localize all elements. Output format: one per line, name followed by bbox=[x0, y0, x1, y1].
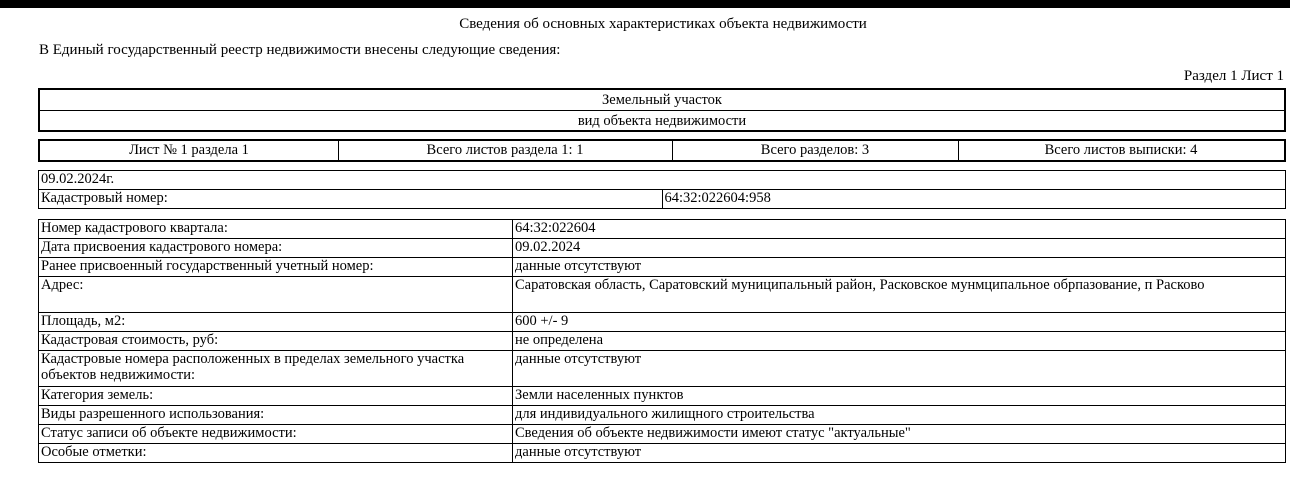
total-section-sheets: Всего листов раздела 1: 1 bbox=[426, 142, 584, 158]
section-sheet-ref: Раздел 1 Лист 1 bbox=[1183, 68, 1284, 84]
row-label: Кадастровые номера расположенных в пределах земельного участка объектов недвижимости: bbox=[39, 351, 513, 387]
table-row bbox=[39, 406, 1286, 425]
document-title: Сведения об основных характеристиках объекта недвижимости bbox=[459, 16, 867, 32]
row-value: 64:32:022604 bbox=[513, 220, 1286, 239]
object-type-divider bbox=[40, 110, 1284, 111]
extract-date: 09.02.2024г. bbox=[39, 171, 1286, 190]
object-type: Земельный участок bbox=[602, 92, 722, 108]
row-label: Площадь, м2: bbox=[39, 313, 513, 332]
row-value: Земли населенных пунктов bbox=[513, 387, 1286, 406]
row-label: Особые отметки: bbox=[39, 444, 513, 463]
table-row bbox=[39, 277, 1286, 313]
table-row bbox=[39, 220, 1286, 239]
cadastral-value: 64:32:022604:958 bbox=[662, 190, 1286, 209]
row-label: Виды разрешенного использования: bbox=[39, 406, 513, 425]
top-edge-bar bbox=[0, 0, 1290, 8]
characteristics-table bbox=[38, 219, 1286, 463]
sheet-info-box bbox=[38, 139, 1286, 162]
row-value: Саратовская область, Саратовский муниципальный район, Расковское мунмципальное обрпазование, п Расково bbox=[513, 277, 1286, 313]
row-label: Статус записи об объекте недвижимости: bbox=[39, 425, 513, 444]
table-row bbox=[39, 332, 1286, 351]
row-value: для индивидуального жилищного строительства bbox=[513, 406, 1286, 425]
row-value: Сведения об объекте недвижимости имеют статус "актуальные" bbox=[513, 425, 1286, 444]
total-sections: Всего разделов: 3 bbox=[760, 142, 870, 158]
row-label: Номер кадастрового квартала: bbox=[39, 220, 513, 239]
row-label: Дата присвоения кадастрового номера: bbox=[39, 239, 513, 258]
row-value: данные отсутствуют bbox=[513, 258, 1286, 277]
cadastral-row bbox=[39, 190, 1286, 209]
row-label: Ранее присвоенный государственный учетный номер: bbox=[39, 258, 513, 277]
row-value: данные отсутствуют bbox=[513, 351, 1286, 387]
row-value: 09.02.2024 bbox=[513, 239, 1286, 258]
row-value: не определена bbox=[513, 332, 1286, 351]
table-row bbox=[39, 258, 1286, 277]
row-label: Категория земель: bbox=[39, 387, 513, 406]
cadastral-table bbox=[38, 170, 1286, 209]
table-row bbox=[39, 239, 1286, 258]
table-row bbox=[39, 387, 1286, 406]
table-row bbox=[39, 425, 1286, 444]
row-value: данные отсутствуют bbox=[513, 444, 1286, 463]
table-row bbox=[39, 444, 1286, 463]
table-row bbox=[39, 351, 1286, 387]
object-type-box bbox=[38, 88, 1286, 132]
date-row bbox=[39, 171, 1286, 190]
row-label: Кадастровая стоимость, руб: bbox=[39, 332, 513, 351]
row-value: 600 +/- 9 bbox=[513, 313, 1286, 332]
table-row bbox=[39, 313, 1286, 332]
row-label: Адрес: bbox=[39, 277, 513, 313]
object-type-caption: вид объекта недвижимости bbox=[577, 113, 747, 129]
cadastral-label: Кадастровый номер: bbox=[39, 190, 663, 209]
sheet-number: Лист № 1 раздела 1 bbox=[129, 142, 249, 158]
intro-text: В Единый государственный реестр недвижимости внесены следующие сведения: bbox=[39, 42, 561, 58]
total-sheets: Всего листов выписки: 4 bbox=[1044, 142, 1198, 158]
